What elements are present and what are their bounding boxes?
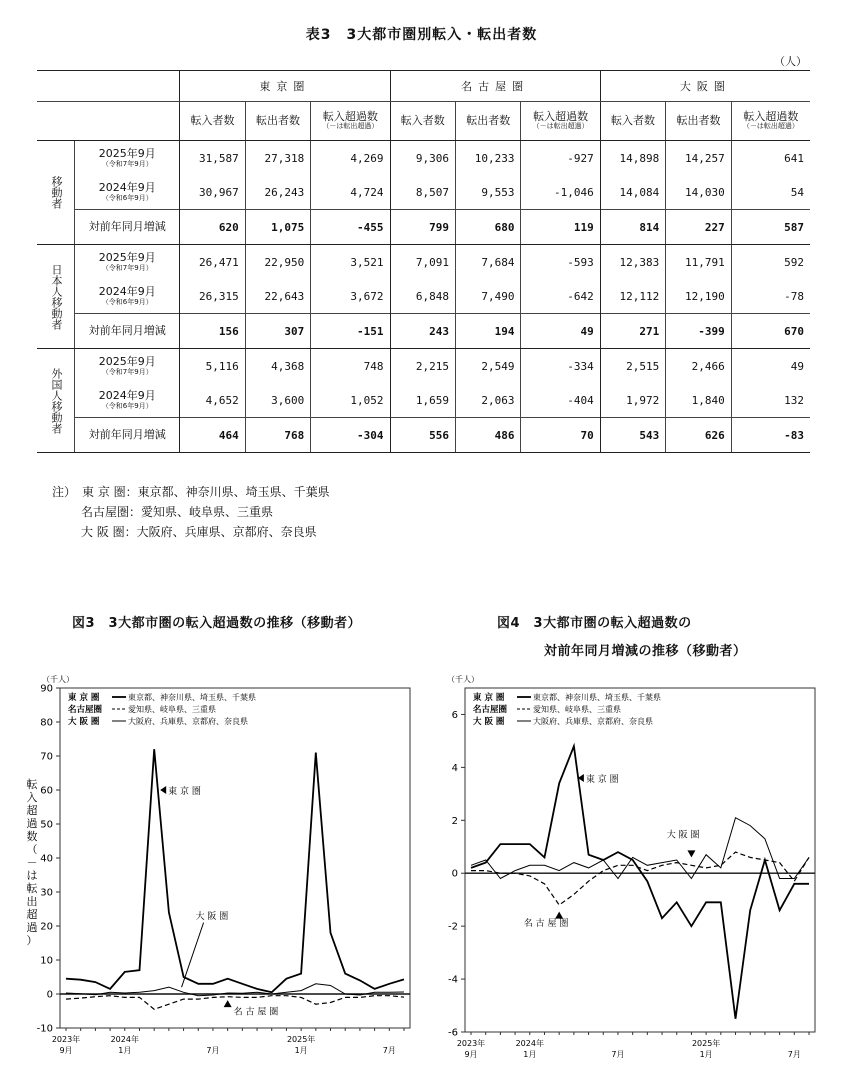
table-cell: 10,233 [456, 141, 521, 176]
y-axis-label-char: ） [26, 934, 38, 947]
x-tick-label: 1月 [699, 1050, 713, 1059]
table-cell: 4,652 [180, 383, 245, 418]
table-cell: 799 [390, 210, 455, 245]
figure3-chart [20, 668, 420, 1078]
row-label: 対前年同月増減 [75, 418, 180, 453]
table-row [37, 383, 810, 418]
migration-table [37, 70, 810, 453]
table-title: 表3 3大都市圏別転入・転出者数 [305, 27, 538, 43]
region-header: 名古屋圏 [390, 71, 600, 102]
note-row: 注） 東 京 圏：東京都、神奈川県、埼玉県、千葉県 [52, 485, 330, 499]
column-header: 転入者数 [180, 102, 245, 141]
table-cell: 22,643 [245, 279, 310, 314]
osaka-pointer [182, 923, 204, 988]
region-header: 大阪圏 [600, 71, 810, 102]
table-cell: 227 [666, 210, 731, 245]
legend-desc: 愛知県、岐阜県、三重県 [128, 705, 216, 714]
region-header: 東京圏 [180, 71, 390, 102]
y-tick-label: -6 [448, 1027, 458, 1039]
table-cell: -78 [731, 279, 810, 314]
legend-desc: 東京都、神奈川県、埼玉県、千葉県 [128, 693, 256, 702]
tokyo-arrow [160, 786, 166, 794]
nagoya-label: 名 古 屋 圏 [523, 919, 569, 930]
y-tick-label: 40 [40, 853, 53, 865]
table-row [37, 175, 810, 210]
x-tick-label: 7月 [787, 1050, 801, 1059]
legend-name: 名古屋圏 [68, 705, 103, 715]
x-tick-label: 7月 [611, 1050, 625, 1059]
column-header: 転入者数 [600, 102, 665, 141]
table-cell: 26,471 [180, 245, 245, 280]
table-cell: 12,383 [600, 245, 665, 280]
y-tick-label: -10 [36, 1023, 53, 1035]
table-cell: 556 [390, 418, 455, 453]
table-cell: 814 [600, 210, 665, 245]
column-header: 転出者数 [456, 102, 521, 141]
table-cell: 464 [180, 418, 245, 453]
table-cell: 2,549 [456, 349, 521, 384]
figure3-title: 図3 3大都市圏の転入超過数の推移（移動者） [72, 616, 362, 631]
legend-name: 東 京 圏 [473, 693, 505, 703]
y-tick-label: -2 [448, 921, 458, 933]
x-tick-label: 1月 [294, 1046, 308, 1055]
y-axis-label-char: は [26, 869, 38, 882]
x-tick-label: 2024年 [515, 1039, 544, 1048]
nagoya-arrow [555, 912, 563, 919]
y-tick-label: 80 [40, 717, 53, 729]
table-row [37, 418, 810, 453]
x-tick-label: 2025年 [286, 1035, 316, 1044]
x-tick-label: 7月 [206, 1046, 220, 1055]
table-cell: 620 [180, 210, 245, 245]
table-cell: -593 [521, 245, 600, 280]
table-cell: 768 [245, 418, 310, 453]
table-cell: 3,672 [311, 279, 390, 314]
table-cell: 9,306 [390, 141, 455, 176]
row-label: 2025年9月 （令和7年9月） [98, 354, 156, 377]
y-tick-label: 2 [451, 815, 458, 827]
tokyo-label: 東 京 圏 [168, 787, 201, 797]
y-tick-label: 4 [451, 762, 458, 774]
table-cell: 30,967 [180, 175, 245, 210]
y-axis-label-char: 超 [26, 908, 38, 921]
table-cell: 680 [456, 210, 521, 245]
table-cell: 271 [600, 314, 665, 349]
y-axis-label-char: － [26, 856, 38, 869]
legend-desc: 大阪府、兵庫県、京都府、奈良県 [533, 717, 653, 726]
table-row [37, 245, 810, 280]
table-cell: -927 [521, 141, 600, 176]
x-tick-label: 2025年 [691, 1039, 721, 1048]
table-cell: 194 [456, 314, 521, 349]
table-cell: 543 [600, 418, 665, 453]
table-cell: 7,490 [456, 279, 521, 314]
table-cell: 6,848 [390, 279, 455, 314]
table-header-columns [37, 102, 810, 141]
table-cell: 5,116 [180, 349, 245, 384]
table-cell: -1,046 [521, 175, 600, 210]
table-row [37, 210, 810, 245]
y-tick-label: 0 [451, 868, 458, 880]
column-header: 転入超過数 （－は転出超過） [521, 102, 600, 141]
x-tick-label: 9月 [464, 1050, 478, 1059]
table-cell: 626 [666, 418, 731, 453]
y-tick-label: 90 [40, 683, 53, 695]
nagoya-label: 名 古 屋 圏 [233, 1007, 279, 1018]
legend-name: 名古屋圏 [473, 705, 508, 715]
table-cell: 26,243 [245, 175, 310, 210]
unit-label: （千人） [42, 675, 74, 684]
legend-desc: 愛知県、岐阜県、三重県 [533, 705, 621, 714]
table-cell: 4,368 [245, 349, 310, 384]
table-cell: 592 [731, 245, 810, 280]
y-tick-label: 10 [40, 955, 53, 967]
table-cell: 4,724 [311, 175, 390, 210]
row-label: 2025年9月 （令和7年9月） [98, 146, 156, 169]
table-unit: （人） [774, 55, 807, 68]
table-cell: 11,791 [666, 245, 731, 280]
table-cell: 54 [731, 175, 810, 210]
table-cell: 156 [180, 314, 245, 349]
section-label: 外国人移動者 [37, 349, 75, 453]
table-cell: 132 [731, 383, 810, 418]
table-cell: 1,075 [245, 210, 310, 245]
y-tick-label: 30 [40, 887, 53, 899]
y-tick-label: 60 [40, 785, 53, 797]
legend-desc: 大阪府、兵庫県、京都府、奈良県 [128, 717, 248, 726]
table-cell: 14,257 [666, 141, 731, 176]
table-cell: 2,466 [666, 349, 731, 384]
table-row [37, 141, 810, 176]
y-axis-label-char: 転 [26, 778, 38, 791]
plot-frame [60, 688, 410, 1028]
table-cell: 70 [521, 418, 600, 453]
row-label: 2025年9月 （令和7年9月） [98, 250, 156, 273]
section-label: 移動者 [37, 141, 75, 245]
table-cell: -399 [666, 314, 731, 349]
table-cell: 486 [456, 418, 521, 453]
x-tick-label: 1月 [523, 1050, 537, 1059]
table-cell: -334 [521, 349, 600, 384]
table-cell: 1,659 [390, 383, 455, 418]
table-row [37, 279, 810, 314]
table-cell: 1,052 [311, 383, 390, 418]
y-axis-label-char: 入 [26, 791, 38, 804]
table-cell: 14,030 [666, 175, 731, 210]
table-cell: 9,553 [456, 175, 521, 210]
legend-desc: 東京都、神奈川県、埼玉県、千葉県 [533, 693, 661, 702]
column-header: 転入超過数 （－は転出超過） [731, 102, 810, 141]
y-axis-label-char: 数 [26, 830, 38, 843]
row-label: 2024年9月 （令和6年9月） [98, 180, 156, 203]
section-label: 日本人移動者 [37, 245, 75, 349]
figure4-chart [443, 668, 823, 1078]
table-body [37, 141, 810, 453]
table-cell: 8,507 [390, 175, 455, 210]
osaka-label: 大 阪 圏 [666, 830, 700, 841]
column-header: 転出者数 [245, 102, 310, 141]
series-line-nagoya [471, 852, 809, 905]
note-row: 大 阪 圏：大阪府、兵庫県、京都府、奈良県 [81, 525, 317, 539]
x-tick-label: 2023年 [456, 1039, 486, 1048]
table-row [37, 314, 810, 349]
y-axis-label-char: 超 [26, 804, 38, 817]
x-tick-label: 2023年 [51, 1035, 81, 1044]
legend-name: 大 阪 圏 [68, 717, 100, 727]
table-cell: 3,521 [311, 245, 390, 280]
table-cell: -642 [521, 279, 600, 314]
table-row [37, 349, 810, 384]
y-tick-label: 6 [451, 709, 458, 721]
table-cell: -304 [311, 418, 390, 453]
x-tick-label: 7月 [382, 1046, 396, 1055]
y-tick-label: 70 [40, 751, 53, 763]
row-label: 2024年9月 （令和6年9月） [98, 388, 156, 411]
series-line-tokyo [471, 746, 809, 1019]
column-header: 転入者数 [390, 102, 455, 141]
table-cell: 2,515 [600, 349, 665, 384]
table-cell: 641 [731, 141, 810, 176]
y-tick-label: -4 [448, 974, 458, 986]
table-cell: 27,318 [245, 141, 310, 176]
row-label: 対前年同月増減 [75, 210, 180, 245]
figure4-title: 図4 3大都市圏の転入超過数の [497, 616, 692, 631]
table-cell: 587 [731, 210, 810, 245]
osaka-label: 大 阪 圏 [195, 912, 229, 923]
row-label: 対前年同月増減 [75, 314, 180, 349]
table-cell: 14,898 [600, 141, 665, 176]
table-cell: 14,084 [600, 175, 665, 210]
table-cell: 49 [731, 349, 810, 384]
table-cell: 1,972 [600, 383, 665, 418]
table-cell: -404 [521, 383, 600, 418]
table-cell: 7,091 [390, 245, 455, 280]
series-line-tokyo [66, 749, 404, 992]
table-cell: -83 [731, 418, 810, 453]
x-tick-label: 9月 [59, 1046, 73, 1055]
notes [52, 482, 330, 542]
table-cell: 49 [521, 314, 600, 349]
table-cell: 748 [311, 349, 390, 384]
plot-frame [465, 688, 815, 1032]
table-cell: 2,215 [390, 349, 455, 384]
table-cell: 243 [390, 314, 455, 349]
table-cell: 12,112 [600, 279, 665, 314]
table-cell: 22,950 [245, 245, 310, 280]
row-label: 2024年9月 （令和6年9月） [98, 284, 156, 307]
table-cell: 26,315 [180, 279, 245, 314]
x-tick-label: 2024年 [110, 1035, 139, 1044]
table-cell: 119 [521, 210, 600, 245]
osaka-arrow [687, 850, 695, 857]
y-axis-label-char: 転 [26, 882, 38, 895]
unit-label: （千人） [447, 675, 479, 684]
nagoya-arrow [224, 1000, 232, 1007]
y-tick-label: 20 [40, 921, 53, 933]
x-tick-label: 1月 [118, 1046, 132, 1055]
table-cell: -455 [311, 210, 390, 245]
column-header: 転出者数 [666, 102, 731, 141]
table-cell: 307 [245, 314, 310, 349]
legend-name: 東 京 圏 [68, 693, 100, 703]
table-cell: 2,063 [456, 383, 521, 418]
table-cell: 670 [731, 314, 810, 349]
table-cell: 7,684 [456, 245, 521, 280]
table-cell: -151 [311, 314, 390, 349]
table-cell: 4,269 [311, 141, 390, 176]
table-header-regions [37, 71, 810, 102]
figure4-title-line2: 対前年同月増減の推移（移動者） [544, 644, 747, 659]
y-tick-label: 50 [40, 819, 53, 831]
table-cell: 1,840 [666, 383, 731, 418]
table-cell: 31,587 [180, 141, 245, 176]
y-tick-label: 0 [46, 989, 53, 1001]
y-axis-label-char: 過 [26, 921, 38, 934]
table-cell: 12,190 [666, 279, 731, 314]
y-axis-label-char: 出 [26, 895, 38, 908]
note-row: 名古屋圏：愛知県、岐阜県、三重県 [81, 505, 274, 519]
column-header: 転入超過数 （－は転出超過） [311, 102, 390, 141]
tokyo-label: 東 京 圏 [585, 774, 619, 785]
legend-name: 大 阪 圏 [473, 717, 505, 727]
y-axis-label-char: 過 [26, 817, 38, 830]
table-cell: 3,600 [245, 383, 310, 418]
y-axis-label-char: （ [26, 843, 38, 856]
